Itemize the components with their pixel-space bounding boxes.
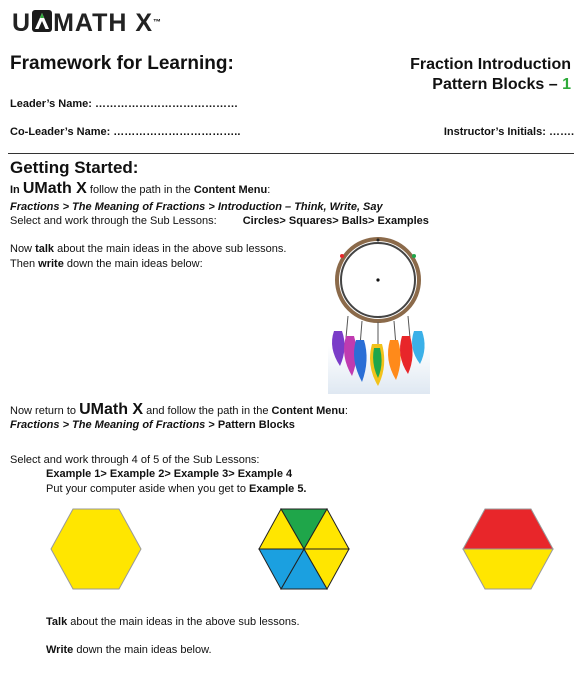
talk-word: talk (35, 243, 55, 255)
topic-subtitle (432, 76, 571, 94)
in-word: In (10, 184, 23, 196)
return-instruction (10, 401, 348, 419)
umath-x-logo (12, 8, 161, 40)
trapezoid-hexagon (462, 508, 554, 590)
then-text: Then (10, 258, 39, 270)
put-aside-instruction (46, 483, 307, 495)
example-5: Example 5. (249, 483, 307, 495)
talk-bold: Talk (46, 616, 68, 628)
write-instruction (10, 258, 203, 270)
write-instruction-2 (46, 644, 212, 656)
write-rest: down the main ideas below: (63, 258, 203, 270)
examples-list: Example 1> Example 2> Example 3> Example 4 (46, 468, 293, 480)
select-4-of-5: Select and work through 4 of 5 of the Sub Lessons: (10, 454, 260, 466)
talk-rest-2: about the main ideas in the above sub lessons. (67, 616, 300, 628)
follow-path-line (10, 180, 270, 198)
follow-text: follow the path in the (86, 184, 194, 196)
and-follow-text: and follow the path in the (143, 405, 272, 417)
path2-bold: > Pattern Blocks (205, 419, 295, 431)
logo-text-math-x: MATH X (53, 9, 154, 37)
sub-lessons-list: Circles> Squares> Balls> Examples (242, 215, 429, 227)
topic-title: Fraction Introduction (410, 56, 571, 73)
write-bold: Write (46, 644, 74, 656)
lesson-path-1: Fractions > The Meaning of Fractions > Introduction – Think, Write, Say (10, 201, 383, 213)
put-aside-text: Put your computer aside when you get to (46, 483, 250, 495)
dreamcatcher-image (328, 236, 430, 394)
select-sub-lessons-line (10, 215, 429, 227)
divider (8, 153, 574, 154)
leader-name-field: Leader’s Name: ………………………………… (10, 98, 238, 110)
getting-started-heading: Getting Started: (10, 158, 139, 177)
logo-trademark: ™ (153, 17, 162, 27)
instructor-initials-field: Instructor’s Initials: ……. (443, 126, 574, 138)
select-text: Select and work through the Sub Lessons: (10, 215, 217, 227)
talk-instruction (10, 243, 286, 255)
topic-number: 1 (562, 76, 571, 93)
colon: : (267, 184, 271, 196)
brand-name: UMath X (22, 180, 87, 197)
coleader-name-field: Co-Leader’s Name: …………………………….. (10, 126, 241, 138)
yellow-hexagon (50, 508, 142, 590)
now-return-text: Now return to (10, 405, 80, 417)
lesson-path-2 (10, 419, 295, 431)
logo-text-u: U (12, 9, 32, 37)
now-text: Now (10, 243, 36, 255)
brand-name-2: UMath X (79, 401, 144, 418)
talk-rest: about the main ideas in the above sub lessons. (54, 243, 287, 255)
write-word: write (38, 258, 64, 270)
content-menu-label: Content Menu (193, 184, 268, 196)
write-rest-2: down the main ideas below. (73, 644, 212, 656)
path2-italic: Fractions > The Meaning of Fractions (10, 419, 206, 431)
colon-2: : (344, 405, 348, 417)
page-title: Framework for Learning: (10, 53, 234, 74)
logo-a-icon (31, 8, 53, 34)
topic-subtitle-text: Pattern Blocks – (432, 76, 563, 93)
triangle-hexagon (258, 508, 350, 590)
content-menu-label-2: Content Menu (271, 405, 345, 417)
talk-instruction-2 (46, 616, 300, 628)
